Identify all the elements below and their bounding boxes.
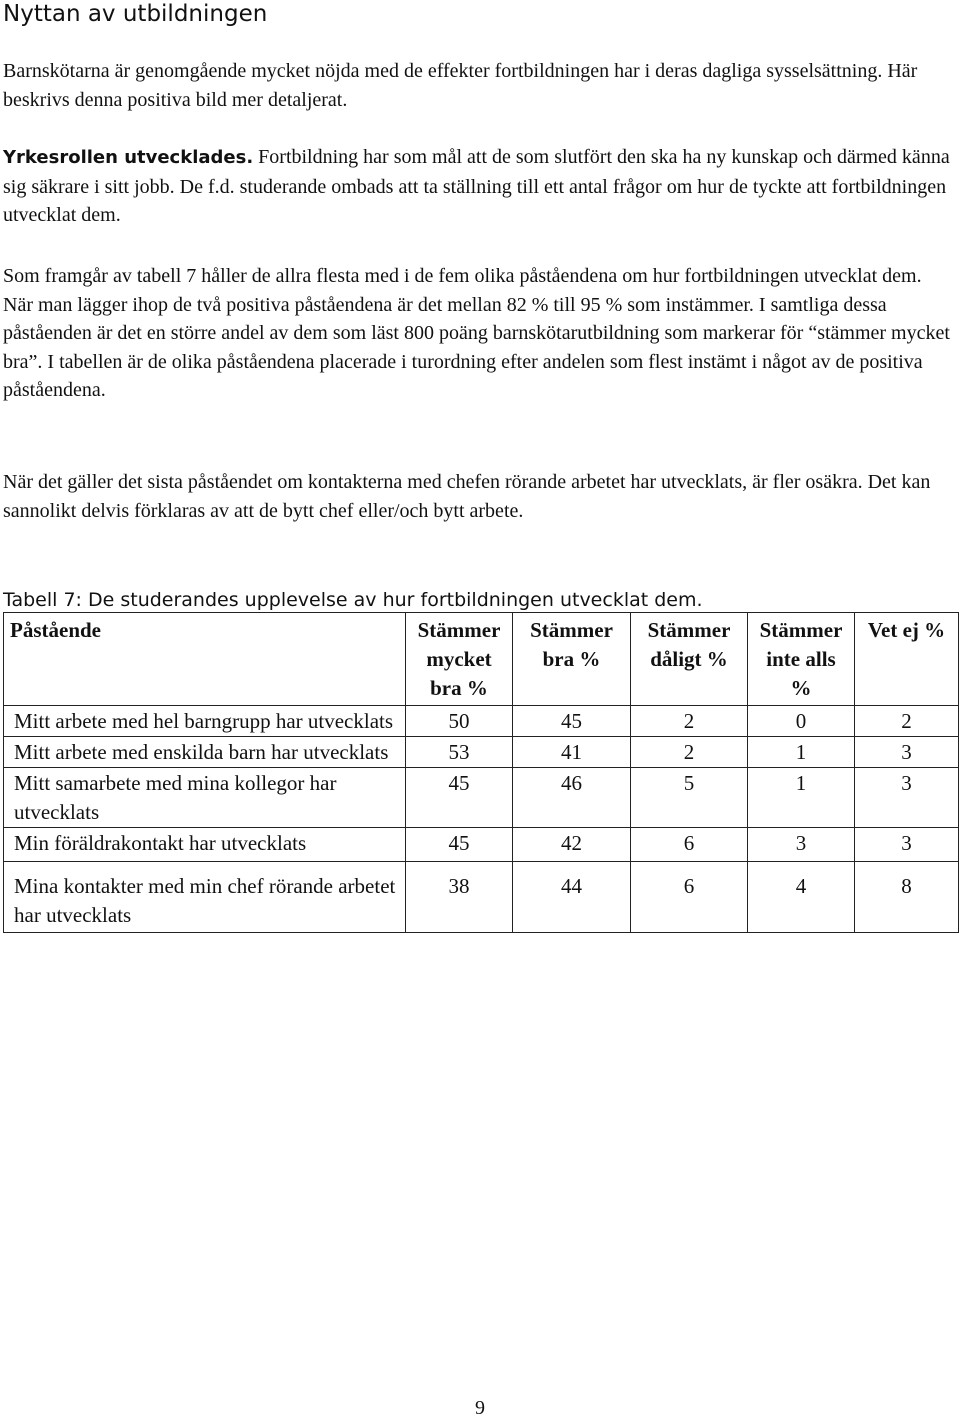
cell-very-good: 45 — [406, 828, 513, 862]
cell-poor: 2 — [631, 737, 748, 768]
column-header-statement: Påstående — [4, 613, 406, 706]
table-row — [4, 737, 959, 768]
cell-poor: 2 — [631, 706, 748, 737]
cell-dont-know: 3 — [855, 768, 959, 828]
row-label: Mitt samarbete med mina kollegor har utvecklats — [4, 768, 406, 828]
cell-very-good: 53 — [406, 737, 513, 768]
cell-poor: 6 — [631, 862, 748, 933]
cell-not-at-all: 1 — [748, 768, 855, 828]
page-number: 9 — [475, 1397, 485, 1419]
cell-not-at-all: 3 — [748, 828, 855, 862]
cell-not-at-all: 1 — [748, 737, 855, 768]
table-row — [4, 706, 959, 737]
cell-dont-know: 3 — [855, 737, 959, 768]
cell-dont-know: 3 — [855, 828, 959, 862]
table-caption: Tabell 7: De studerandes upplevelse av hur fortbildningen utvecklat dem. — [3, 589, 703, 611]
table-row — [4, 828, 959, 862]
results-table — [3, 612, 959, 933]
cell-poor: 5 — [631, 768, 748, 828]
row-label: Mitt arbete med enskilda barn har utvecklats — [4, 737, 406, 768]
cell-good: 41 — [513, 737, 631, 768]
paragraph-body: Fortbildning har som mål att de som slutfört den ska ha ny kunskap och därmed känna sig säkrare i sitt jobb. De f.d. studerande ombads att ta ställning till ett antal frågor om hur de tyckte att fortbildningen utvecklat dem. — [3, 146, 950, 226]
cell-not-at-all: 0 — [748, 706, 855, 737]
cell-good: 46 — [513, 768, 631, 828]
paragraph-lead: Yrkesrollen utvecklades. — [3, 147, 254, 168]
column-header-dont-know: Vet ej % — [855, 613, 959, 706]
cell-good: 44 — [513, 862, 631, 933]
cell-not-at-all: 4 — [748, 862, 855, 933]
cell-very-good: 45 — [406, 768, 513, 828]
paragraph-chef: När det gäller det sista påståendet om kontakterna med chefen rörande arbetet har utvecklats, är fler osäkra. Det kan sannolikt delvis förklaras av att de bytt chef eller/och bytt arbete. — [3, 471, 931, 522]
paragraph-yrkesrollen — [3, 143, 955, 230]
cell-dont-know: 8 — [855, 862, 959, 933]
cell-good: 42 — [513, 828, 631, 862]
cell-very-good: 50 — [406, 706, 513, 737]
table-row — [4, 768, 959, 828]
paragraph-tabell-summary: Som framgår av tabell 7 håller de allra flesta med i de fem olika påståendena om hur fortbildningen utvecklat dem. När man lägger ihop de två positiva påståendena är det mellan 82 % till 95 % som instämmer. I samtliga dessa påståenden är det en större andel av dem som läst 800 poäng barnskötarutbildning som markerar för “stämmer mycket bra”. I tabellen är de olika påståendena placerade i turordning efter andelen som flest instämt i något av de positiva påståendena. — [3, 265, 950, 401]
column-header-good: Stämmer bra % — [513, 613, 631, 706]
table-row — [4, 862, 959, 933]
cell-good: 45 — [513, 706, 631, 737]
table-header-row — [4, 613, 959, 706]
row-label: Mina kontakter med min chef rörande arbetet har utvecklats — [4, 862, 406, 933]
cell-dont-know: 2 — [855, 706, 959, 737]
cell-poor: 6 — [631, 828, 748, 862]
column-header-poor: Stämmer dåligt % — [631, 613, 748, 706]
paragraph-intro: Barnskötarna är genomgående mycket nöjda med de effekter fortbildningen har i deras dagliga sysselsättning. Här beskrivs denna positiva bild mer detaljerat. — [3, 60, 918, 111]
column-header-not-at-all: Stämmer inte alls % — [748, 613, 855, 706]
column-header-very-good: Stämmer mycket bra % — [406, 613, 513, 706]
cell-very-good: 38 — [406, 862, 513, 933]
row-label: Min föräldrakontakt har utvecklats — [4, 828, 406, 862]
section-heading: Nyttan av utbildningen — [3, 1, 268, 27]
row-label: Mitt arbete med hel barngrupp har utvecklats — [4, 706, 406, 737]
